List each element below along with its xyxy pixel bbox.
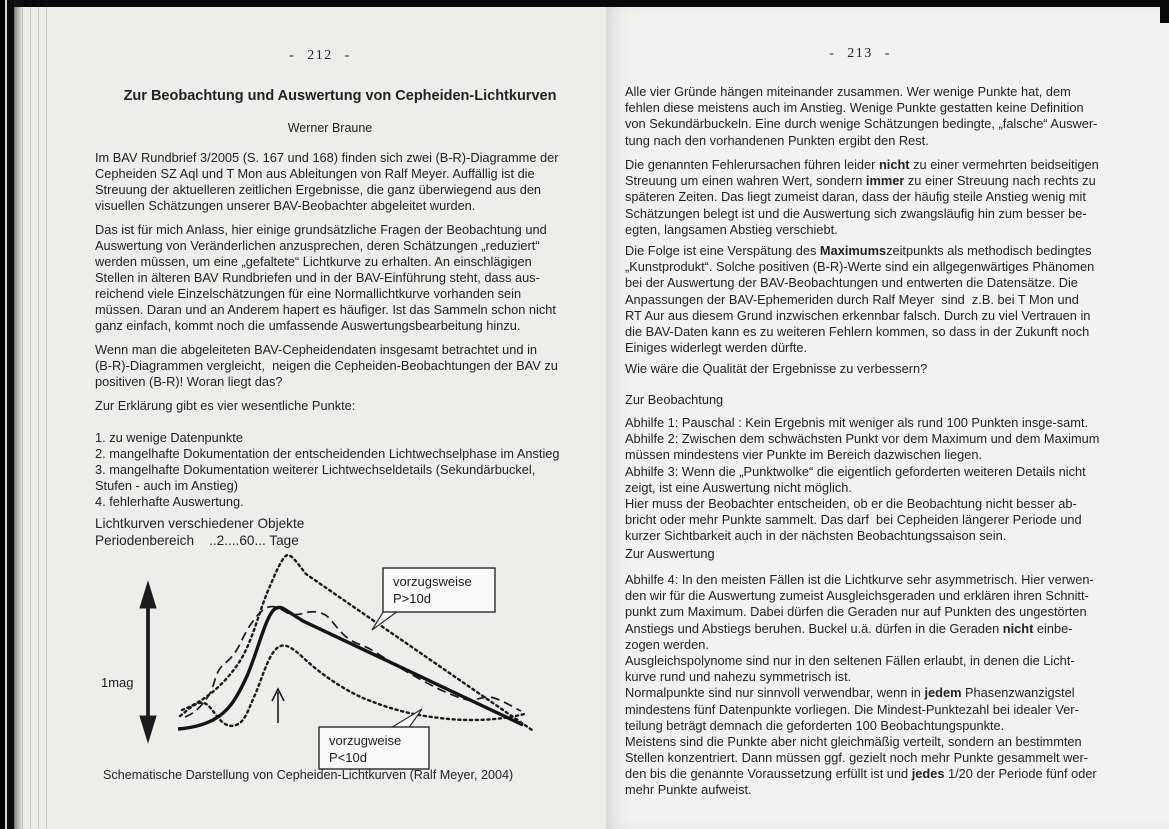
- text-line: Abhilfe 2: Zwischen dem schwächsten Punkt vor dem Maximum und dem Maximum: [625, 431, 1100, 447]
- paragraph: [95, 150, 581, 214]
- text-line: Cepheiden SZ Aql und T Mon aus Ableitungen von Ralf Meyer. Auffällig ist die: [95, 166, 535, 181]
- text-line: kurve rund und nahezu symmetrisch ist.: [625, 669, 852, 685]
- callout-long-period: [372, 568, 495, 630]
- text-line: 4. fehlerhafte Auswertung.: [95, 494, 244, 509]
- text-line: Lichtkurven verschiedener Objekte: [95, 516, 305, 531]
- figure-caption: Schematische Darstellung von Cepheiden-Lichtkurven (Ralf Meyer, 2004): [103, 768, 514, 782]
- text-line: teilung beträgt demnach die geforderten 100 Beobachtungspunkte.: [625, 717, 1005, 733]
- rise-phase-arrow: [272, 689, 284, 723]
- text-line: Ausgleichspolynome sind nur in den seltenen Fällen erlaubt, in denen die Licht-: [625, 652, 1075, 668]
- text-line: Abhilfe 3: Wenn die „Punktwolke“ die eigentlich geforderten weiteren Details nicht: [625, 463, 1086, 479]
- text-line: 1. zu wenige Datenpunkte: [95, 430, 243, 445]
- article-author: Werner Braune: [287, 121, 373, 135]
- text-line: den bis die genannte Voraussetzung erfüllt ist und jedes 1/20 der Periode fünf oder: [625, 766, 1097, 782]
- text-line: mindestens fünf Datenpunkte vorliegen. Die Mindest-Punktezahl bei idealer Ver-: [625, 701, 1079, 717]
- page-number: - 212 -: [289, 48, 351, 63]
- lightcurve-solid: [178, 607, 523, 729]
- paragraph: [625, 546, 1143, 562]
- text-line: tung nach den vorhandenen Punkten ergibt den Rest.: [625, 132, 929, 148]
- text-line: den wir für die Auswertung zumeist Ausgleichsgeraden und erklären ihren Schnitt-: [625, 588, 1089, 604]
- text-line: Wenn man die abgeleiteten BAV-Cepheidendaten insgesamt betrachtet und in: [95, 342, 538, 357]
- text-line: Zur Beobachtung: [625, 392, 724, 407]
- paragraph: [95, 515, 581, 549]
- callout-long-period-label: vorzugsweise: [393, 574, 472, 589]
- text-line: kurzer Sichtbarkeit auch in der nächsten Beobachtungssaison sein.: [625, 528, 1007, 544]
- text-line: werden müssen, um eine „gefaltete“ Lichtkurve zu erhalten. An einschlägigen: [95, 254, 532, 269]
- paragraph: [625, 392, 1143, 408]
- text-line: fehlen diese meistens auch im Anstieg. Wenige Punkte gestatten keine Definition: [625, 100, 1084, 116]
- paragraph: [625, 415, 1143, 545]
- text-line: Wie wäre die Qualität der Ergebnisse zu verbessern?: [625, 361, 928, 376]
- paragraph: [95, 398, 581, 414]
- text-line: späteren Zeiten. Das liegt zumeist daran, dass der häufig steile Anstieg wenig mit: [625, 189, 1086, 205]
- text-line: die BAV-Daten kann es zu weiteren Fehlern kommen, so dass in der Zukunft noch: [625, 323, 1090, 339]
- magnitude-label: 1mag: [101, 675, 134, 690]
- text-line: 3. mangelhafte Dokumentation weiterer Lichtwechseldetails (Sekundärbuckel,: [95, 462, 536, 477]
- paragraph: [95, 430, 581, 510]
- text-line: visuellen Schätzungen unserer BAV-Beobachter abgeleitet wurden.: [95, 198, 476, 213]
- text-line: Abhilfe 4: In den meisten Fällen ist die Lichtkurve sehr asymmetrisch. Hier verwen-: [625, 572, 1094, 587]
- text-line: Stellen konzentriert. Dann müssen ggf. gezielt noch mehr Punkte gesammelt wer-: [625, 750, 1089, 766]
- text-line: Die Folge ist eine Verspätung des Maximumszeitpunkts als methodisch bedingtes: [625, 243, 1092, 258]
- article-title: Zur Beobachtung und Auswertung von Cepheiden-Lichtkurven: [123, 88, 557, 104]
- paragraph: [625, 157, 1143, 238]
- text-line: Stellen in älteren BAV Rundbriefen und in der BAV-Einführung steht, dass aus-: [95, 270, 540, 285]
- text-line: Schätzungen belegt ist und die Auswertung sich zwangsläufig hin zum besser be-: [625, 205, 1087, 221]
- text-line: (B-R)-Diagrammen vergleicht, neigen die Cepheiden-Beobachtungen der BAV zu: [95, 358, 558, 373]
- text-line: mehr Punkte aufweist.: [625, 782, 752, 798]
- text-line: positiven (B-R)! Woran liegt das?: [95, 374, 283, 389]
- paragraph: [625, 572, 1143, 799]
- text-line: Auswertung von Veränderlichen anzusprechen, deren Schätzungen „reduziert“: [95, 238, 540, 253]
- text-line: müssen mindestens vier Punkte im Bereich dazwischen liegen.: [625, 447, 983, 463]
- text-line: Streuung um einen wahren Wert, sondern immer zu einer Streuung nach rechts zu: [625, 173, 1096, 189]
- text-line: Zur Erklärung gibt es vier wesentliche Punkte:: [95, 398, 356, 413]
- text-line: Anstiegs und Abstiegs beruhen. Buckel u.ä. dürfen in die Geraden nicht einbe-: [625, 620, 1073, 636]
- text-line: 2. mangelhafte Dokumentation der entscheidenden Lichtwechselphase im Anstieg: [95, 446, 560, 461]
- callout-long-period-value: P>10d: [393, 591, 431, 606]
- book-spine-streaks: [14, 0, 52, 829]
- book-spine-shadow: [0, 0, 14, 829]
- text-line: von Sekundärbuckeln. Eine durch wenige Schätzungen bedingte, „falsche“ Auswer-: [625, 116, 1098, 132]
- text-line: Streuung der aktuelleren zeitlichen Ergebnisse, die ganz überwiegend aus den: [95, 182, 542, 197]
- text-line: RT Aur aus diesem Grund inzwischen erkennbar falsch. Durch zu viel Vertrauen in: [625, 307, 1091, 323]
- text-line: Einiges widerlegt werden dürfte.: [625, 340, 808, 356]
- text-line: reichend viele Einzelschätzungen für eine Normallichtkurve vorhanden sein: [95, 286, 522, 301]
- text-line: Die genannten Fehlerursachen führen leider nicht zu einer vermehrten beidseitigen: [625, 157, 1099, 172]
- paragraph: [625, 84, 1143, 149]
- text-line: Zur Auswertung: [625, 546, 715, 561]
- text-line: bricht oder mehr Punkte sammelt. Das darf bei Cepheiden längerer Periode und: [625, 512, 1082, 528]
- text-line: Das ist für mich Anlass, hier einige grundsätzliche Fragen der Beobachtung und: [95, 222, 547, 237]
- callout-short-period-label: vorzugweise: [329, 733, 402, 748]
- text-line: „Kunstprodukt“. Solche positiven (B-R)-Werte sind ein allgegenwärtiges Phänomen: [625, 259, 1095, 275]
- callout-short-period-value: P<10d: [329, 750, 367, 765]
- callout-short-period: [319, 709, 429, 769]
- paragraph: [625, 361, 1143, 377]
- text-line: bei der Auswertung der BAV-Beobachtungen und entwerten die Datensätze. Die: [625, 275, 1078, 291]
- page-number: - 213 -: [829, 46, 891, 61]
- scan-edge-corner: [1160, 7, 1169, 23]
- text-line: Alle vier Gründe hängen miteinander zusammen. Wer wenige Punkte hat, dem: [625, 84, 1071, 99]
- lightcurve-figure: [95, 548, 565, 772]
- text-line: zeigt, ist eine Auswertung nicht möglich.: [625, 479, 852, 495]
- text-line: Anpassungen der BAV-Ephemeriden durch Ralf Meyer sind z.B. bei T Mon und: [625, 291, 1079, 307]
- magnitude-range-arrow: [140, 582, 156, 742]
- text-line: Hier muss der Beobachter entscheiden, ob er die Beobachtung nicht besser ab-: [625, 495, 1077, 511]
- paragraph: [95, 222, 581, 334]
- text-line: ganz einfach, kommt noch die umfassende Auswertungsbearbeitung hinzu.: [95, 318, 521, 333]
- text-line: egten, langsamen Abstieg verschiebt.: [625, 221, 838, 237]
- text-line: Im BAV Rundbrief 3/2005 (S. 167 und 168) finden sich zwei (B-R)-Diagramme der: [95, 150, 559, 165]
- paragraph: [625, 243, 1143, 356]
- text-line: müssen. Daran und an Anderem hapert es häufiger. Ist das Sammeln schon nicht: [95, 302, 556, 317]
- text-line: Normalpunkte sind nur sinnvoll verwendbar, wenn in jedem Phasenzwanzigstel: [625, 685, 1075, 701]
- text-line: zogen werden.: [625, 636, 709, 652]
- text-line: Abhilfe 1: Pauschal : Kein Ergebnis mit weniger als rund 100 Punkten insge-samt.: [625, 415, 1089, 430]
- text-line: Stufen - auch im Anstieg): [95, 478, 238, 493]
- text-line: Meistens sind die Punkte aber nicht gleichmäßig verteilt, sondern an bestimmten: [625, 733, 1082, 749]
- right-page-body: [625, 0, 1143, 829]
- text-line: punkt zum Maximum. Dabei dürfen die Geraden nur auf Punkten des ungestörten: [625, 604, 1087, 620]
- paragraph: [95, 342, 581, 390]
- text-line: Periodenbereich ..2....60... Tage: [95, 533, 299, 548]
